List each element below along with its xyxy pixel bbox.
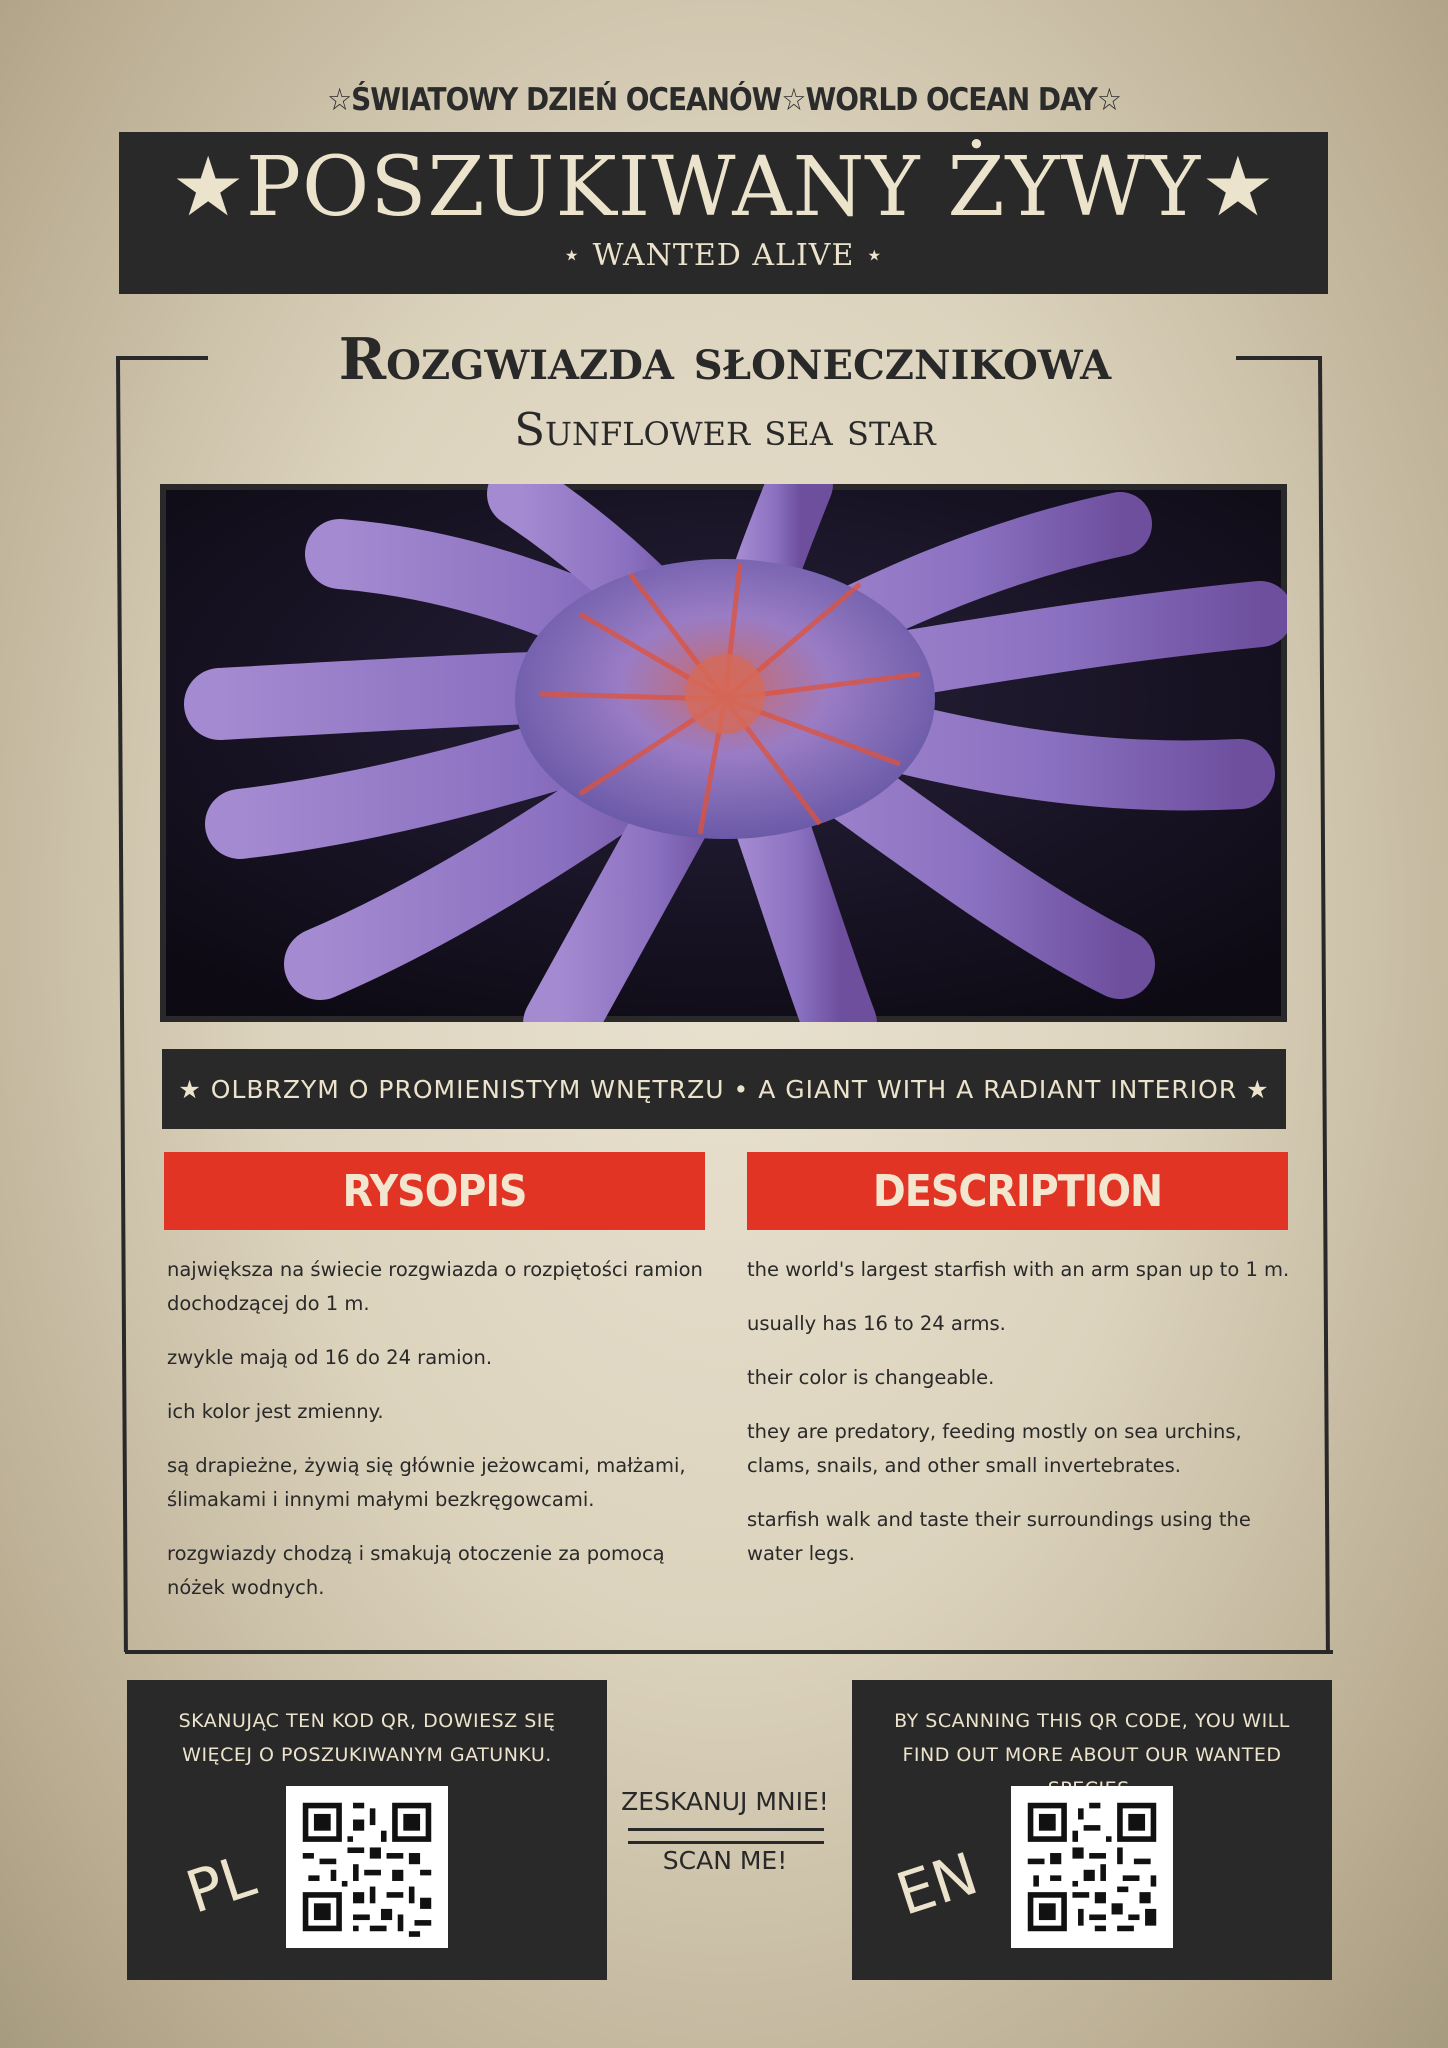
description-pl-paragraph: rozgwiazdy chodzą i smakują otoczenie za pomocą nóżek wodnych. — [167, 1542, 665, 1599]
description-en-paragraph: usually has 16 to 24 arms. — [747, 1312, 1006, 1335]
sea-star-photo — [160, 484, 1287, 1022]
sea-star-image — [160, 484, 1287, 1022]
scan-me-pl: ZESKANUJ MNIE! — [621, 1787, 829, 1816]
description-pl-paragraph: największa na świecie rozgwiazda o rozpiętości ramion dochodzącej do 1 m. — [167, 1258, 703, 1315]
scan-me-en: SCAN ME! — [662, 1846, 788, 1875]
qr-panel-pl — [127, 1680, 607, 1980]
frame-left — [116, 356, 128, 1652]
page-title: ★POSZUKIWANY ŻYWY★ — [171, 140, 1276, 235]
description-en-paragraph: they are predatory, feeding mostly on sea urchins, clams, snails, and other small invertebrates. — [747, 1420, 1242, 1477]
qr-code-icon — [1011, 1786, 1173, 1948]
description-en-paragraph: their color is changeable. — [747, 1366, 995, 1389]
description-en-paragraph: starfish walk and taste their surroundings using the water legs. — [747, 1508, 1251, 1565]
qr-code-icon — [286, 1786, 448, 1948]
description-en-paragraph: the world's largest starfish with an arm span up to 1 m. — [747, 1258, 1290, 1281]
qr-text-en: BY SCANNING THIS QR CODE, YOU WILL FIND OUT MORE ABOUT OUR WANTED — [894, 1710, 1290, 1766]
qr-code-pl[interactable] — [286, 1786, 448, 1948]
qr-panel-en — [852, 1680, 1332, 1980]
page-subtitle: ⋆ WANTED ALIVE ⋆ — [562, 238, 885, 273]
event-line: ☆ŚWIATOWY DZIEŃ OCEANÓW☆WORLD OCEAN DAY☆ — [327, 82, 1121, 118]
lang-label-en: EN — [888, 1839, 986, 1929]
species-name-pl: Rozgwiazda słonecznikowa — [338, 326, 1112, 393]
description-pl-paragraph: zwykle mają od 16 do 24 ramion. — [167, 1346, 493, 1369]
frame-right — [1318, 356, 1330, 1652]
section-heading-en: DESCRIPTION — [747, 1152, 1288, 1230]
lang-label-pl: PL — [178, 1841, 264, 1927]
description-pl — [167, 1253, 717, 1625]
tagline-banner: ★ OLBRZYM O PROMIENISTYM WNĘTRZU • A GIANT WITH A RADIANT INTERIOR ★ — [162, 1049, 1286, 1129]
frame-bottom — [125, 1650, 1333, 1654]
section-heading-pl: RYSOPIS — [164, 1152, 705, 1230]
description-en — [747, 1253, 1297, 1591]
description-pl-paragraph: są drapieżne, żywią się głównie jeżowcami, małżami, ślimakami i innymi małymi bezkręgowcami. — [167, 1454, 686, 1511]
description-pl-paragraph: ich kolor jest zmienny. — [167, 1400, 384, 1423]
species-name-en: Sunflower sea star — [514, 403, 936, 456]
qr-text-pl: SKANUJĄC TEN KOD QR, DOWIESZ SIĘ WIĘCEJ O POSZUKIWANYM GATUNKU. — [178, 1710, 556, 1766]
qr-code-en[interactable] — [1011, 1786, 1173, 1948]
scan-divider — [628, 1828, 824, 1844]
